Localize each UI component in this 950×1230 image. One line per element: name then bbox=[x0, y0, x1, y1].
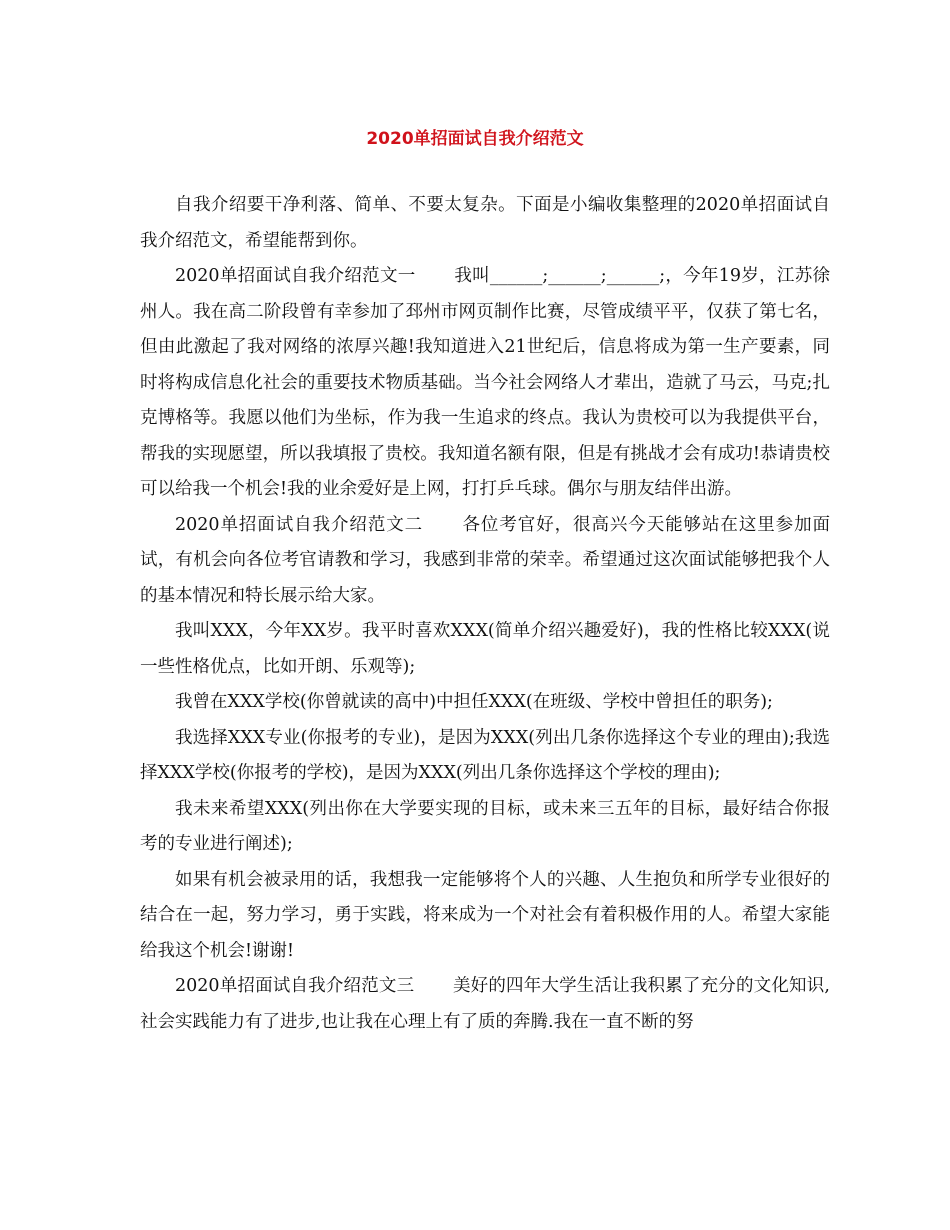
sample-two-name-age-paragraph: 我叫XXX，今年XX岁。我平时喜欢XXX(简单介绍兴趣爱好)，我的性格比较XXX(说一些性格优点，比如开朗、乐观等); bbox=[140, 621, 830, 677]
sample-three-paragraph bbox=[140, 969, 830, 1040]
sample-two-school-role-paragraph: 我曾在XXX学校(你曾就读的高中)中担任XXX(在班级、学校中曾担任的职务); bbox=[175, 692, 773, 712]
sample-two-future-goal-paragraph: 我未来希望XXX(列出你在大学要实现的目标，或未来三五年的目标，最好结合你报考的专业进行阐述); bbox=[140, 798, 830, 854]
sample-one-paragraph bbox=[140, 259, 830, 508]
sample-two-paragraph bbox=[140, 508, 830, 615]
document-body bbox=[140, 188, 830, 1040]
sample-two-major-choice-paragraph: 我选择XXX专业(你报考的专业)，是因为XXX(列出几条你选择这个专业的理由);我选择XXX学校(你报考的学校)，是因为XXX(列出几条你选择这个学校的理由); bbox=[140, 727, 830, 783]
sample-three-heading: 2020单招面试自我介绍范文三 bbox=[175, 976, 415, 996]
sample-two-heading: 2020单招面试自我介绍范文二 bbox=[175, 514, 424, 535]
sample-one-text: 我叫______;______;______;，今年19岁，江苏徐州人。我在高二阶段曾有幸参加了邳州市网页制作比赛，尽管成绩平平，仅获了第七名，但由此激起了我对网络的浓厚兴趣!我知道进入21世纪后，信息将成为第一生产要素，同时将构成信息化社会的重要技术物质基础。当今社会网络人才辈出，造就了马云，马克;扎克博格等。我愿以他们为坐标，作为我一生追求的终点。我认为贵校可以为我提供平台，帮我的实现愿望，所以我填报了贵校。我知道名额有限，但是有挑战才会有成功!恭请贵校可以给我一个机会!我的业余爱好是上网，打打乒乓球。偶尔与朋友结伴出游。 bbox=[140, 266, 830, 499]
sample-two-closing-paragraph: 如果有机会被录用的话，我想我一定能够将个人的兴趣、人生抱负和所学专业很好的结合在一起，努力学习，勇于实践，将来成为一个对社会有着积极作用的人。希望大家能给我这个机会!谢谢! bbox=[140, 869, 830, 961]
document-title: 2020单招面试自我介绍范文 bbox=[366, 129, 584, 149]
sample-two-text: 各位考官好，很高兴今天能够站在这里参加面试，有机会向各位考官请教和学习，我感到非常的荣幸。希望通过这次面试能够把我个人的基本情况和特长展示给大家。 bbox=[140, 514, 831, 606]
sample-three-text: 美好的四年大学生活让我积累了充分的文化知识,社会实践能力有了进步,也让我在心理上有了质的奔腾.我在一直不断的努 bbox=[140, 976, 830, 1032]
sample-one-heading: 2020单招面试自我介绍范文一 bbox=[175, 266, 416, 286]
intro-paragraph: 自我介绍要干净利落、简单、不要太复杂。下面是小编收集整理的2020单招面试自我介绍范文，希望能帮到你。 bbox=[140, 195, 830, 251]
